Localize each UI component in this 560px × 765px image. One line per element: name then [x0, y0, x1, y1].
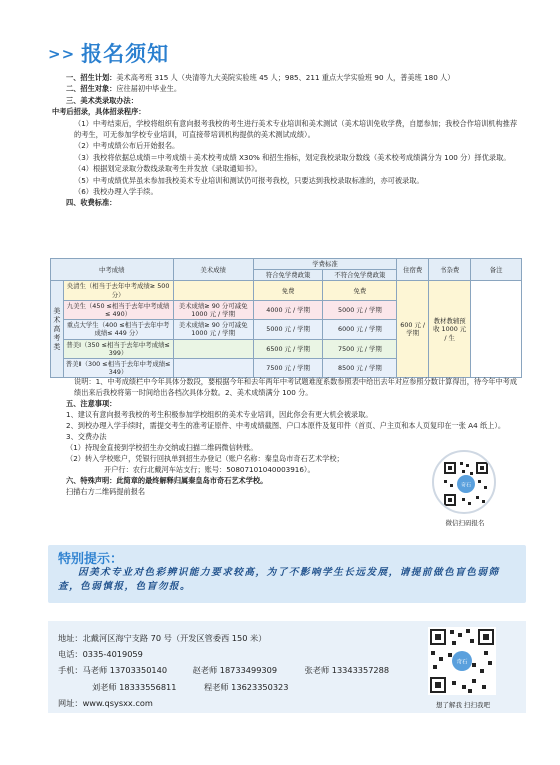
fee-no-cell: 6000 元 / 学期	[323, 320, 397, 339]
fee-no-cell: 7500 元 / 学期	[323, 339, 397, 358]
wechat-qr-code-icon[interactable]	[432, 450, 496, 514]
art-cell	[173, 339, 253, 358]
col-header-dorm: 住宿费	[397, 259, 429, 281]
fee-table	[50, 258, 522, 378]
page-title	[48, 38, 169, 68]
intro-section	[52, 72, 522, 209]
svg-text:奇石: 奇石	[460, 482, 472, 489]
fee-yes-cell: 4000 元 / 学期	[253, 300, 323, 319]
score-cell: 重点大学生（400 ≤相当于去年中考成绩≤ 449 分）	[63, 320, 173, 339]
step-item: （5）中考成绩优异虽未参加我校美术专业培训和测试仍可报考我校，只要达到我校录取标准的，亦可被录取。	[74, 175, 424, 185]
matter-item: 开户行：农行北戴河车站支行；账号：50807101040003916）。	[104, 465, 315, 474]
fee-yes-cell: 5000 元 / 学期	[253, 320, 323, 339]
fee-yes-cell: 7500 元 / 学期	[253, 359, 323, 378]
col-header-score: 中考成绩	[51, 259, 174, 281]
teacher-contact[interactable]: 张老师 13343357288	[304, 665, 390, 676]
qr-big-caption: 想了解我 扫扫我吧	[435, 701, 491, 709]
fee-no-cell: 5000 元 / 学期	[323, 300, 397, 319]
tip-text: 因美术专业对色彩辨识能力要求较高，为了不影响学生长远发展，请提前做色盲色弱筛查，色弱慎报，色盲勿报。	[58, 567, 500, 592]
art-cell: 美术成绩≥ 90 分可减免 1000 元 / 学期	[173, 300, 253, 319]
step-item: （6）我校办理入学手续。	[74, 187, 158, 197]
contact-info	[58, 630, 389, 711]
col-header-remark: 备注	[471, 259, 522, 281]
matter-item: （1）持现金直接到学校招生办交纳或扫描二维码微信转账。	[66, 443, 258, 452]
phone-number[interactable]: 0335-4019059	[82, 649, 143, 660]
books-cell: 教材教辅预收 1000 元 / 生	[429, 281, 471, 378]
score-cell: 普美Ⅰ（350 ≤相当于去年中考成绩≤ 399）	[63, 339, 173, 358]
remark-cell	[471, 281, 522, 378]
page-title-text: 报名须知	[81, 42, 170, 66]
tip-title: 特别提示：	[58, 552, 124, 567]
matter-item: （2）转入学校账户，凭银行回执单到招生办登记（账户名称：秦皇岛市奇石艺术学校；	[66, 454, 344, 463]
sub-heading: 中考后招录，具体招录程序：	[52, 107, 146, 117]
matter-item: 1、建议有意向报考我校的考生积极参加学校组织的美术专业培训，因此你会有更大机会被录取。	[66, 410, 373, 419]
col-header-books: 书杂费	[429, 259, 471, 281]
target-label: 二、招生对象：	[66, 84, 117, 94]
step-item: （2）中考成绩公布后开始报名。	[74, 141, 180, 151]
fee-heading: 四、收费标准：	[66, 198, 117, 208]
phone-label: 电话：	[58, 649, 83, 660]
col-header-art: 美术成绩	[173, 259, 253, 281]
teacher-contact[interactable]: 马老师 13703350140	[82, 665, 168, 676]
score-cell: 普美Ⅱ（300 ≤相当于去年中考成绩≤ 349）	[63, 359, 173, 378]
plan-text: 美术高考班 315 人（央清等九大美院实验班 45 人；985、211 重点大学实验班 90 人，普美班 180 人）	[116, 73, 455, 82]
step-item: （4）根据划定录取分数线录取考生并发放《录取通知书》。	[74, 164, 262, 174]
address-label: 地址：	[58, 633, 83, 643]
target-text: 应往届初中毕业生。	[116, 84, 182, 94]
mobile-label: 手机：	[58, 665, 83, 676]
scan-hint: 扫描右方二维码提前报名	[66, 487, 146, 496]
special-statement: 六、特殊声明：此简章的最终解释归属秦皇岛市奇石艺术学校。	[66, 476, 268, 485]
plan-label: 一、招生计划：	[66, 73, 117, 82]
teacher-contact[interactable]: 赵老师 18733499309	[192, 665, 278, 676]
double-chevron-icon: >>	[48, 45, 76, 63]
dorm-cell: 600 元 / 学期	[397, 281, 429, 378]
fee-no-cell: 8500 元 / 学期	[323, 359, 397, 378]
col-header-tuition: 学费标准	[253, 259, 397, 270]
fee-yes-cell: 6500 元 / 学期	[253, 339, 323, 358]
fee-yes-cell: 免费	[253, 281, 323, 300]
col-header-policy-no: 不符合免学费政策	[323, 270, 397, 281]
col-header-policy-yes: 符合免学费政策	[253, 270, 323, 281]
matter-item: 2、到校办理入学手续时，需提交考生的准考证原件、中考成绩截图、户口本原件及复印件（首页、户主页和本人页复印在一张 A4 纸上）。	[66, 421, 506, 430]
art-cell: 美术成绩≥ 90 分可减免 1000 元 / 学期	[173, 320, 253, 339]
table-explanation: 说明：1、中考成绩栏中今年具体分数段，要根据今年和去年两年中考试题难度系数参照表中给出去年对应参照分数计算得出，待今年中考成绩出来后我校将第一时间给出各档次具体分数。2、美术成绩满分 100 分。	[74, 377, 518, 397]
teacher-contact[interactable]: 刘老师 18333556811	[92, 681, 177, 692]
category-cell: 美术高考类	[51, 281, 64, 378]
address-text: 北戴河区海宁支路 70 号（开发区管委西 150 米）	[82, 633, 267, 643]
svg-text:奇石: 奇石	[456, 659, 468, 666]
website-link[interactable]: www.qsysxx.com	[82, 697, 153, 708]
score-cell: 九美生（450 ≤相当于去年中考成绩≤ 490）	[63, 300, 173, 319]
matters-heading: 五、注意事项：	[66, 399, 117, 408]
art-cell	[173, 281, 253, 300]
fee-no-cell: 免费	[323, 281, 397, 300]
score-cell: 央清生（相当于去年中考成绩≥ 500 分）	[63, 281, 173, 300]
step-item: （1）中考结束后，学校将组织有意向报考我校的考生进行美术专业培训和美术测试（美术培训免收学费，自愿参加；我校合作培训机构推荐的考生，可无参加学校专业培训，可直接带培训机构提供的美术测试成绩）。	[74, 118, 518, 140]
method-heading: 三、美术类录取办法：	[66, 95, 138, 105]
table-row	[51, 281, 522, 300]
qr-small-caption: 微信扫码报名	[445, 519, 485, 527]
contact-qr-code-icon[interactable]	[428, 627, 496, 695]
teacher-contact[interactable]: 程老师 13623350323	[204, 681, 289, 692]
matter-item: 3、交费办法	[66, 432, 107, 441]
web-label: 网址：	[58, 697, 83, 708]
step-item: （3）我校将依据总成绩＝中考成绩＋美术校考成绩 X30% 和招生指标，划定我校录取分数线（美术校考成绩满分为 100 分）择优录取。	[74, 152, 511, 162]
